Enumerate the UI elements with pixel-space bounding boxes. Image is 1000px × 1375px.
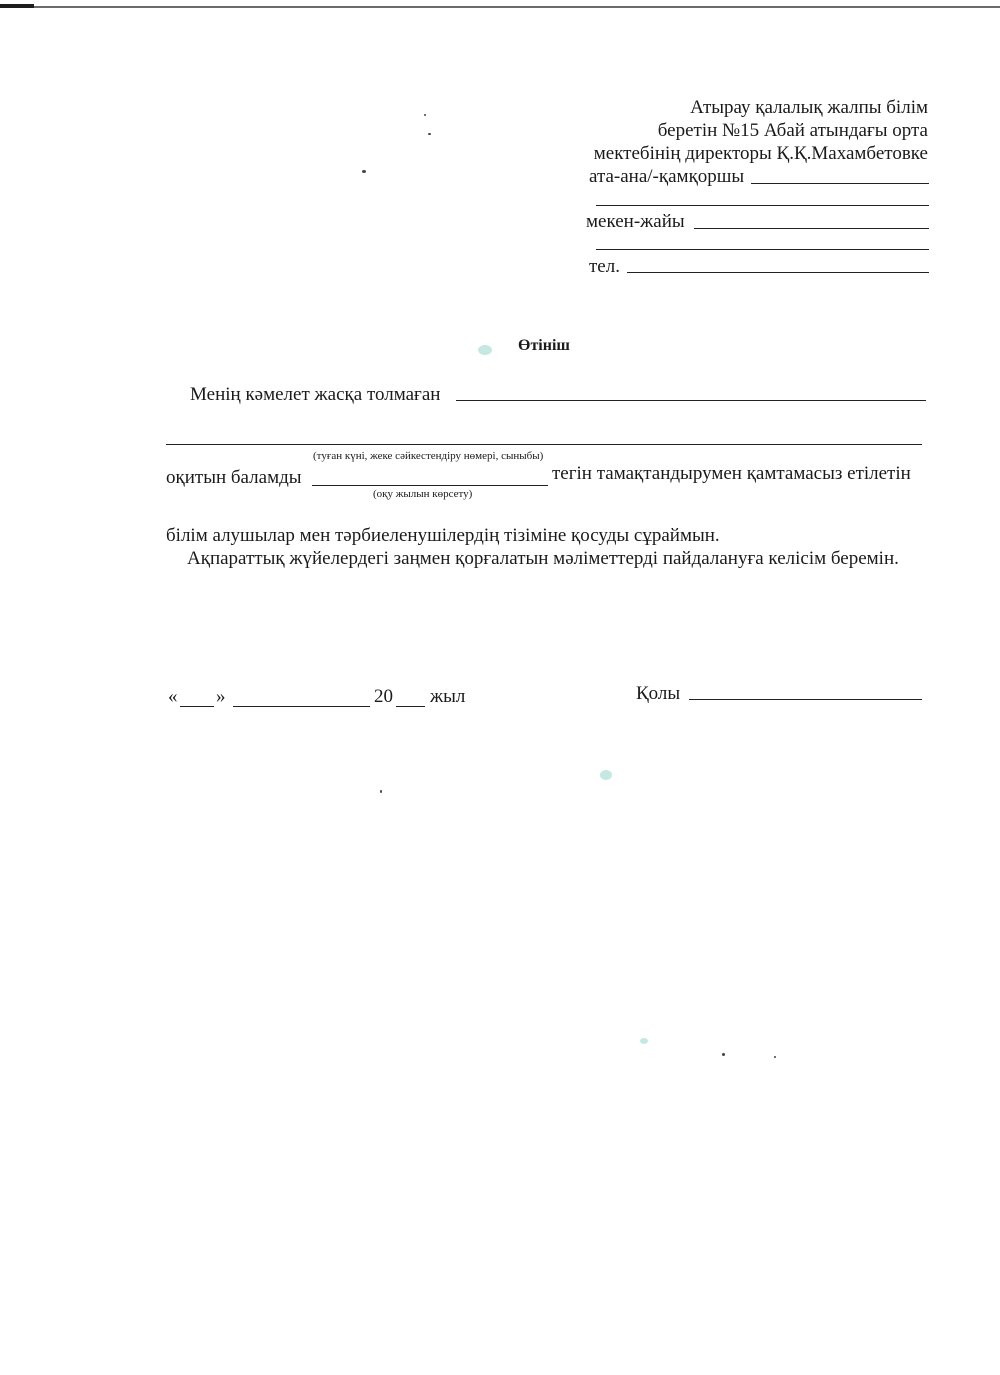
scan-speck	[362, 170, 366, 173]
month-field[interactable]	[233, 706, 370, 707]
header-line-3: мектебінің директоры Қ.Қ.Махамбетовке	[593, 143, 928, 164]
document-title: Өтініш	[518, 337, 570, 354]
year-prefix: 20	[374, 686, 393, 707]
phone-field[interactable]	[627, 272, 929, 273]
child-details-hint: (туған күні, жеке сәйкестендіру нөмері, сыныбы)	[313, 450, 544, 462]
scan-speck	[600, 770, 612, 780]
signature-field[interactable]	[689, 699, 922, 700]
scan-edge-mark	[0, 4, 34, 8]
address-label: мекен-жайы	[586, 211, 685, 232]
child-name-field[interactable]	[456, 400, 926, 401]
school-year-field[interactable]	[312, 485, 548, 486]
signature-label: Қолы	[636, 683, 681, 704]
scan-speck	[640, 1038, 648, 1044]
address-field-continued[interactable]	[596, 249, 929, 250]
scan-speck	[428, 133, 431, 135]
parent-label: ата-ана/-қамқоршы	[589, 166, 745, 187]
school-year-hint: (оқу жылын көрсету)	[373, 488, 473, 500]
child-details-field[interactable]	[166, 444, 922, 445]
scan-speck	[774, 1056, 776, 1058]
parent-field-continued[interactable]	[596, 205, 929, 206]
scan-speck	[722, 1053, 725, 1056]
date-open-quote: «	[168, 686, 178, 707]
date-close-quote: »	[216, 686, 226, 707]
scan-speck	[424, 114, 426, 116]
header-line-2: беретін №15 Абай атындағы орта	[657, 120, 928, 141]
body-line-1: Менің кәмелет жасқа толмаған	[190, 384, 441, 405]
scan-speck	[380, 790, 382, 793]
scan-edge	[0, 6, 1000, 8]
phone-label: тел.	[589, 256, 620, 277]
body-line-3-suffix: тегін тамақтандырумен қамтамасыз етілетін	[552, 463, 911, 484]
year-field[interactable]	[396, 706, 425, 707]
body-line-5: Ақпараттық жүйелердегі заңмен қорғалатын мәліметтерді пайдалануға келісім беремін.	[187, 548, 899, 569]
header-line-1: Атырау қалалық жалпы білім	[690, 97, 928, 118]
parent-field[interactable]	[751, 183, 929, 184]
year-suffix: жыл	[430, 686, 466, 707]
scan-speck	[478, 345, 492, 355]
body-line-3-prefix: оқитын баламды	[166, 467, 302, 488]
day-field[interactable]	[180, 706, 214, 707]
address-field[interactable]	[694, 228, 929, 229]
body-line-4: білім алушылар мен тәрбиеленушілердің тізіміне қосуды сұраймын.	[166, 525, 720, 546]
